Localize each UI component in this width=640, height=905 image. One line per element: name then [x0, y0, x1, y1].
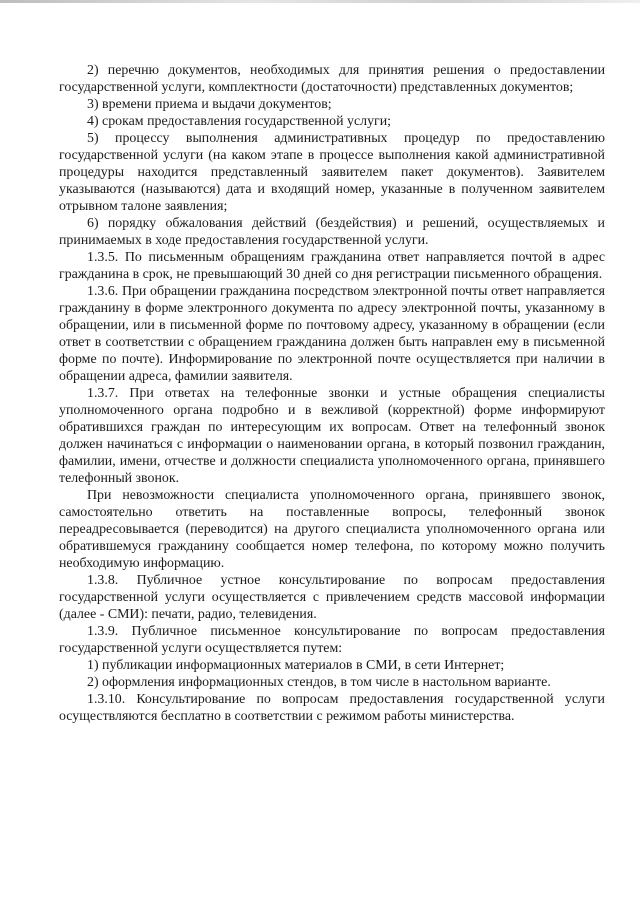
document-page: [59, 62, 605, 725]
paragraph-1-3-8: 1.3.8. Публичное устное консультирование по вопросам предоставления государственной услуги осуществляется с привлечением средств массовой информации (далее - СМИ): печати, радио, телевидения.: [59, 573, 605, 622]
paragraph-item-5-procedure-process: 5) процессу выполнения административных процедур по предоставлению государственной услуги (на каком этапе в процессе выполнения какой административной процедуры находится представленный заявителем пакет документов). Заявителем указываются (называются) дата и входящий номер, указанные в полученном заявителем отрывном талоне заявления;: [59, 131, 605, 214]
paragraph-item-1-publications: 1) публикации информационных материалов в СМИ, в сети Интернет;: [87, 658, 505, 673]
paragraph-1-3-7: 1.3.7. При ответах на телефонные звонки и устные обращения специалисты уполномоченного органа подробно и в вежливой (корректной) форме информируют обратившихся граждан по интересующим их вопросам. Ответ на телефонный звонок должен начинаться с информации о наименовании органа, в который позвонил гражданин, фамилии, имени, отчестве и должности специалиста уполномоченного органа, принявшего телефонный звонок.: [59, 386, 605, 486]
paragraph-1-3-10: 1.3.10. Консультирование по вопросам предоставления государственной услуги осуществляются бесплатно в соответствии с режимом работы министерства.: [59, 692, 605, 724]
paragraph-1-3-6: 1.3.6. При обращении гражданина посредством электронной почты ответ направляется гражданину в форме электронного документа по адресу электронной почты, указанному в обращении, или в письменной форме по почтовому адресу, указанному в обращении (если ответ в соответствии с обращением гражданина должен быть направлен ему в письменной форме по почте). Информирование по электронной почте осуществляется при наличии в обращении адреса, фамилии заявителя.: [59, 284, 605, 384]
paragraph-1-3-5: 1.3.5. По письменным обращениям гражданина ответ направляется почтой в адрес гражданина в срок, не превышающий 30 дней со дня регистрации письменного обращения.: [59, 250, 605, 282]
paragraph-item-4-service-terms: 4) срокам предоставления государственной услуги;: [87, 114, 392, 129]
paragraph-item-6-appeal-procedure: 6) порядку обжалования действий (бездействия) и решений, осуществляемых и принимаемых в ходе предоставления государственной услуги.: [59, 216, 605, 248]
paragraph-item-2-stands: 2) оформления информационных стендов, в том числе в настольном варианте.: [87, 675, 551, 690]
paragraph-item-3-reception-time: 3) времени приема и выдачи документов;: [87, 97, 332, 112]
scan-edge: [0, 0, 640, 3]
paragraph-phone-redirect: При невозможности специалиста уполномоченного органа, принявшего звонок, самостоятельно ответить на поставленные вопросы, телефонный звонок переадресовывается (переводится) на другого специалиста уполномоченного органа или обратившемуся гражданину сообщается номер телефона, по которому можно получить необходимую информацию.: [59, 488, 605, 571]
paragraph-item-2-documents-list: 2) перечню документов, необходимых для принятия решения о предоставлении государственной услуги, комплектности (достаточности) представленных документов;: [59, 63, 605, 95]
paragraph-1-3-9: 1.3.9. Публичное письменное консультирование по вопросам предоставления государственной услуги осуществляется путем:: [59, 624, 605, 656]
